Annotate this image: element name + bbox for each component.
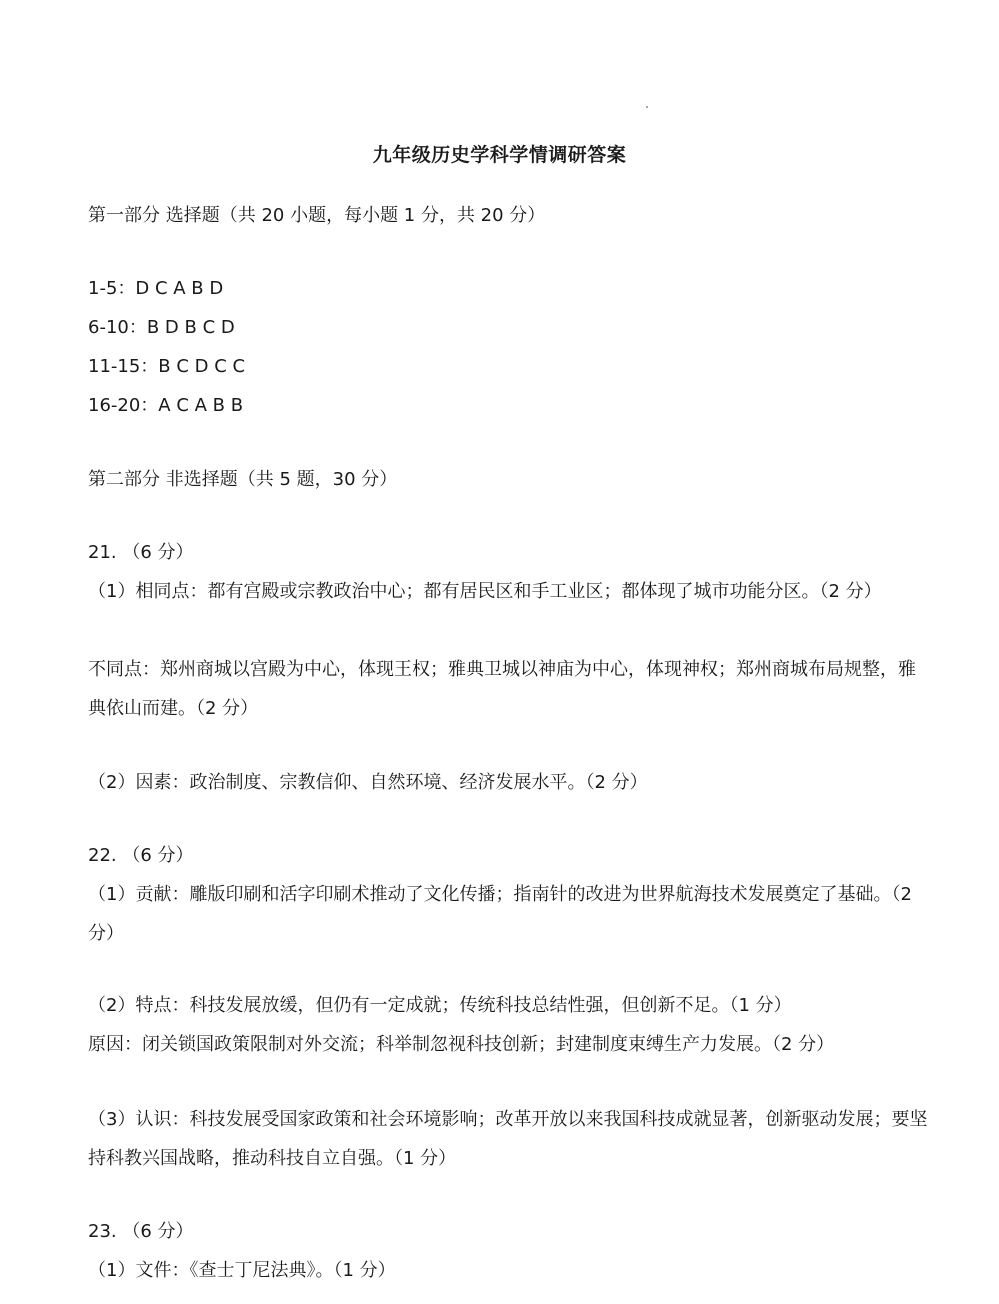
- page-title: 九年级历史学科学情调研答案: [372, 144, 627, 166]
- answer-row-1-5: 1-5：D C A B D: [88, 278, 224, 299]
- answer-row-11-15: 11-15：B C D C C: [88, 356, 246, 377]
- q23-answer-1: （1）文件：《查士丁尼法典》。（1 分）: [88, 1260, 396, 1281]
- q21-answer-1: （1）相同点：都有宫殿或宗教政治中心；都有居民区和手工业区；都体现了城市功能分区。（2 分）: [88, 581, 882, 602]
- q23-label: 23. （6 分）: [88, 1221, 194, 1242]
- q22-answer-3: （3）认识：科技发展受国家政策和社会环境影响；改革开放以来我国科技成就显著，创新驱动发展；要坚持科教兴国战略，推动科技自立自强。（1 分）: [88, 1109, 928, 1169]
- scan-speck: [646, 106, 648, 108]
- answer-row-16-20: 16-20：A C A B B: [88, 395, 244, 416]
- q21-answer-2: （2）因素：政治制度、宗教信仰、自然环境、经济发展水平。（2 分）: [88, 772, 648, 793]
- q22-answer-2: （2）特点：科技发展放缓，但仍有一定成就；传统科技总结性强，但创新不足。（1 分）: [88, 995, 792, 1016]
- q22-label: 22. （6 分）: [88, 845, 194, 866]
- part2-heading: 第二部分 非选择题（共 5 题，30 分）: [88, 469, 398, 490]
- q22-answer-1: （1）贡献：雕版印刷和活字印刷术推动了文化传播；指南针的改进为世界航海技术发展奠定了基础。（2 分）: [88, 884, 912, 944]
- q21-label: 21. （6 分）: [88, 542, 194, 563]
- answer-row-6-10: 6-10：B D B C D: [88, 317, 235, 338]
- q22-answer-2-reason: 原因：闭关锁国政策限制对外交流；科举制忽视科技创新；封建制度束缚生产力发展。（2 分）: [88, 1034, 835, 1055]
- part1-heading: 第一部分 选择题（共 20 小题，每小题 1 分，共 20 分）: [88, 205, 546, 226]
- q21-answer-1-difference: 不同点：郑州商城以宫殿为中心，体现王权；雅典卫城以神庙为中心，体现神权；郑州商城布局规整，雅典依山而建。（2 分）: [88, 659, 916, 719]
